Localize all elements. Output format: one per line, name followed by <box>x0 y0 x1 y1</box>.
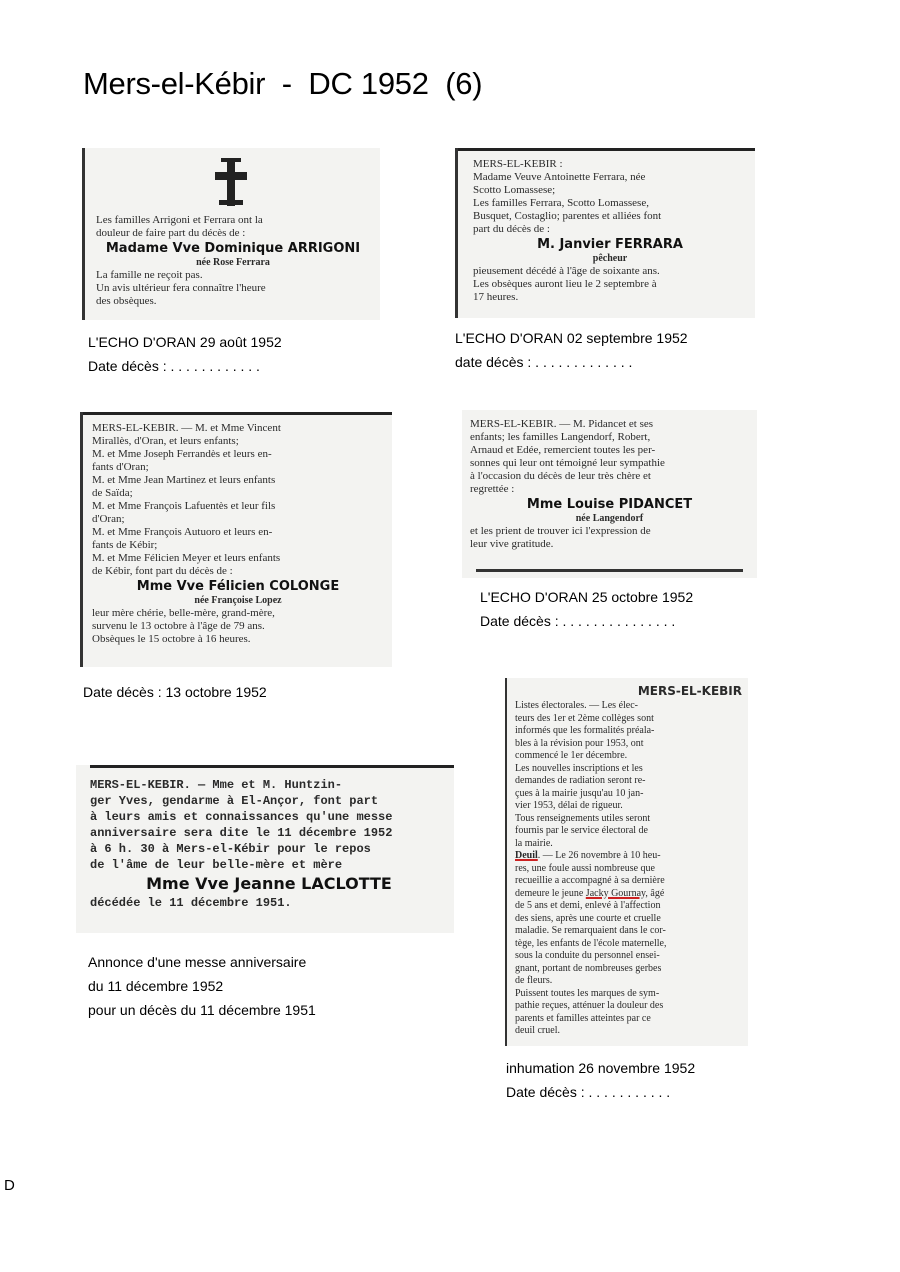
notice-line: La famille ne reçoit pas. <box>96 269 203 281</box>
notice-line: pieusement décédé à l'âge de soixante ans. <box>473 265 660 277</box>
article-line: Puissent toutes les marques de sym- <box>515 987 660 999</box>
article-line: des siens, après une courte et cruelle <box>515 912 661 924</box>
article-line: deuil cruel. <box>515 1025 560 1036</box>
notice-line: Arnaud et Edée, remercient toutes les per- <box>470 444 656 456</box>
article-line: pathie reçues, atténuer la douleur des <box>515 1000 664 1011</box>
deceased-name: Madame Vve Dominique ARRIGONI <box>105 241 361 256</box>
notice-line: à 6 h. 30 à Mers-el-Kébir pour le repos <box>90 842 371 856</box>
notice-line: anniversaire sera dite le 11 décembre 1952 <box>90 826 393 840</box>
article-line: la mairie. <box>515 837 553 849</box>
notice-line: Busquet, Costaglio; parentes et alliées font <box>473 210 662 222</box>
article-line: teurs des 1er et 2ème collèges sont <box>515 712 654 724</box>
date-line: Date décès : 13 octobre 1952 <box>83 684 267 700</box>
notice-line: MERS-EL-KEBIR. — M. et Mme Vincent <box>92 422 281 434</box>
notice-line: Madame Veuve Antoinette Ferrara, née <box>473 171 646 183</box>
clipping-arrigoni <box>82 148 380 320</box>
article-line: maladie. Se remarquaient dans le cor- <box>515 925 666 936</box>
notice-line: MERS-EL-KEBIR. — Mme et M. Huntzin- <box>90 778 343 792</box>
clipping-gournay <box>505 678 748 1046</box>
source-line: L'ECHO D'ORAN 29 août 1952 <box>88 334 282 350</box>
notice-line: de Kébir, font part du décès de : <box>92 565 233 577</box>
notice-line: part du décès de : <box>473 223 550 235</box>
notice-line: M. et Mme Joseph Ferrandès et leurs en- <box>92 448 272 460</box>
deceased-name: Mme Louise PIDANCET <box>526 497 693 512</box>
notice-line: Obsèques le 15 octobre à 16 heures. <box>92 633 251 645</box>
caption-line: Annonce d'une messe anniversaire <box>88 954 307 970</box>
article-line: vier 1953, délai de rigueur. <box>515 800 623 811</box>
section-heading: MERS-EL-KEBIR <box>637 684 742 698</box>
article-line: sous la conduite du personnel ensei- <box>515 950 660 961</box>
article-line: gnant, portant de nombreuses gerbes <box>515 962 662 974</box>
article-text: , âgé <box>645 887 665 899</box>
deuil-keyword: Deuil <box>515 850 538 861</box>
article-text: demeure le jeune <box>515 887 586 899</box>
notice-line: M. et Mme Félicien Meyer et leurs enfants <box>92 552 281 564</box>
notice-line: fants de Kébir; <box>92 539 158 551</box>
date-line: Date décès : . . . . . . . . . . . . <box>88 358 260 374</box>
notice-line: Scotto Lomassese; <box>473 184 556 196</box>
article-line: de 5 ans et demi, enlevé à l'affection <box>515 900 661 911</box>
notice-line: de Saïda; <box>92 487 133 499</box>
caption-line: pour un décès du 11 décembre 1951 <box>88 1002 316 1018</box>
article-line: de fleurs. <box>515 975 553 986</box>
deceased-name: Mme Vve Félicien COLONGE <box>136 579 340 594</box>
notice-line: Les obsèques auront lieu le 2 septembre à <box>473 278 657 290</box>
source-line: L'ECHO D'ORAN 02 septembre 1952 <box>455 330 688 346</box>
footer-mark: D <box>4 1177 15 1194</box>
notice-line: des obsèques. <box>96 295 157 307</box>
notice-line: Les familles Arrigoni et Ferrara ont la <box>96 214 263 226</box>
notice-line: M. et Mme Jean Martinez et leurs enfants <box>92 474 276 486</box>
notice-line: à leurs amis et connaissances qu'une messe <box>90 810 393 824</box>
article-line: informés que les formalités préala- <box>515 725 655 736</box>
article-line: tège, les enfants de l'école maternelle, <box>515 937 667 949</box>
caption-2 <box>455 326 688 374</box>
notice-line: MERS-EL-KEBIR : <box>473 158 563 170</box>
article-line <box>515 850 742 863</box>
maiden-name: née Françoise Lopez <box>194 595 282 606</box>
notice-line: survenu le 13 octobre à l'âge de 79 ans. <box>92 620 265 632</box>
article-text: . — Le 26 novembre à 10 heu- <box>537 850 661 861</box>
deceased-name: Mme Vve Jeanne LACLOTTE <box>146 874 392 893</box>
article-line: demandes de radiation seront re- <box>515 775 646 786</box>
clipping-pidancet <box>462 410 757 578</box>
occupation: pêcheur <box>592 253 628 264</box>
notice-line: de l'âme de leur belle-mère et mère <box>90 858 343 872</box>
caption-5 <box>88 950 316 1022</box>
article-line: commencé le 1er décembre. <box>515 750 628 761</box>
article-line: Les nouvelles inscriptions et les <box>515 762 643 774</box>
article-line: fournis par le service électoral de <box>515 825 648 836</box>
caption-line: du 11 décembre 1952 <box>88 978 224 994</box>
clipping-laclotte <box>76 765 454 933</box>
page-title: Mers-el-Kébir - DC 1952 (6) <box>83 66 483 101</box>
caption-6 <box>506 1056 695 1104</box>
notice-line: d'Oran; <box>92 513 125 525</box>
maiden-name: née Langendorf <box>575 513 644 524</box>
notice-line: leur mère chérie, belle-mère, grand-mère, <box>92 607 275 619</box>
article-line: Tous renseignements utiles seront <box>515 812 651 824</box>
article-line <box>515 888 742 901</box>
notice-line: ger Yves, gendarme à El-Ançor, font part <box>90 794 379 808</box>
notice-line: sonnes qui leur ont témoigné leur sympathie <box>470 457 665 469</box>
notice-line: Mirallès, d'Oran, et leurs enfants; <box>92 435 239 447</box>
article-line: Listes électorales. — Les élec- <box>515 700 638 711</box>
notice-line: et les prient de trouver ici l'expression de <box>470 525 651 537</box>
notice-line: M. et Mme François Autuoro et leurs en- <box>92 526 273 538</box>
child-name: Jacky Gournay <box>585 887 646 899</box>
notice-line: à l'occasion du décès de leur très chère et <box>470 470 651 482</box>
caption-4 <box>480 585 693 633</box>
notice-line: enfants; les familles Langendorf, Robert, <box>470 431 651 443</box>
notice-line: décédée le 11 décembre 1951. <box>90 896 292 910</box>
date-line: Date décès : . . . . . . . . . . . <box>506 1084 671 1100</box>
caption-1 <box>88 330 282 378</box>
article-line: res, une foule aussi nombreuse que <box>515 862 655 874</box>
article-line: recueillie a accompagné à sa dernière <box>515 875 665 886</box>
clipping-ferrara <box>455 148 755 318</box>
article-line: bles à la révision pour 1953, ont <box>515 737 644 749</box>
article-line: çues à la mairie jusqu'au 10 jan- <box>515 787 644 799</box>
cross-icon <box>211 156 251 208</box>
clipping-colonge <box>80 412 392 667</box>
notice-line: 17 heures. <box>473 291 519 303</box>
event-line: inhumation 26 novembre 1952 <box>506 1060 696 1076</box>
date-line: date décès : . . . . . . . . . . . . . <box>455 354 633 370</box>
source-line: L'ECHO D'ORAN 25 octobre 1952 <box>480 589 694 605</box>
notice-line: Un avis ultérieur fera connaître l'heure <box>96 282 266 294</box>
caption-3 <box>83 680 267 704</box>
notice-line: Les familles Ferrara, Scotto Lomassese, <box>473 197 649 209</box>
deceased-name: M. Janvier FERRARA <box>537 237 683 252</box>
notice-line: douleur de faire part du décès de : <box>96 227 246 239</box>
maiden-name: née Rose Ferrara <box>196 257 270 268</box>
article-line: parents et familles atteintes par ce <box>515 1012 651 1024</box>
date-line: Date décès : . . . . . . . . . . . . . . . <box>480 613 676 629</box>
divider <box>476 569 743 572</box>
notice-line: M. et Mme François Lafuentès et leur fils <box>92 500 276 512</box>
notice-line: MERS-EL-KEBIR. — M. Pidancet et ses <box>470 418 654 430</box>
notice-line: regrettée : <box>470 483 515 495</box>
notice-line: fants d'Oran; <box>92 461 149 473</box>
notice-line: leur vive gratitude. <box>470 538 554 550</box>
